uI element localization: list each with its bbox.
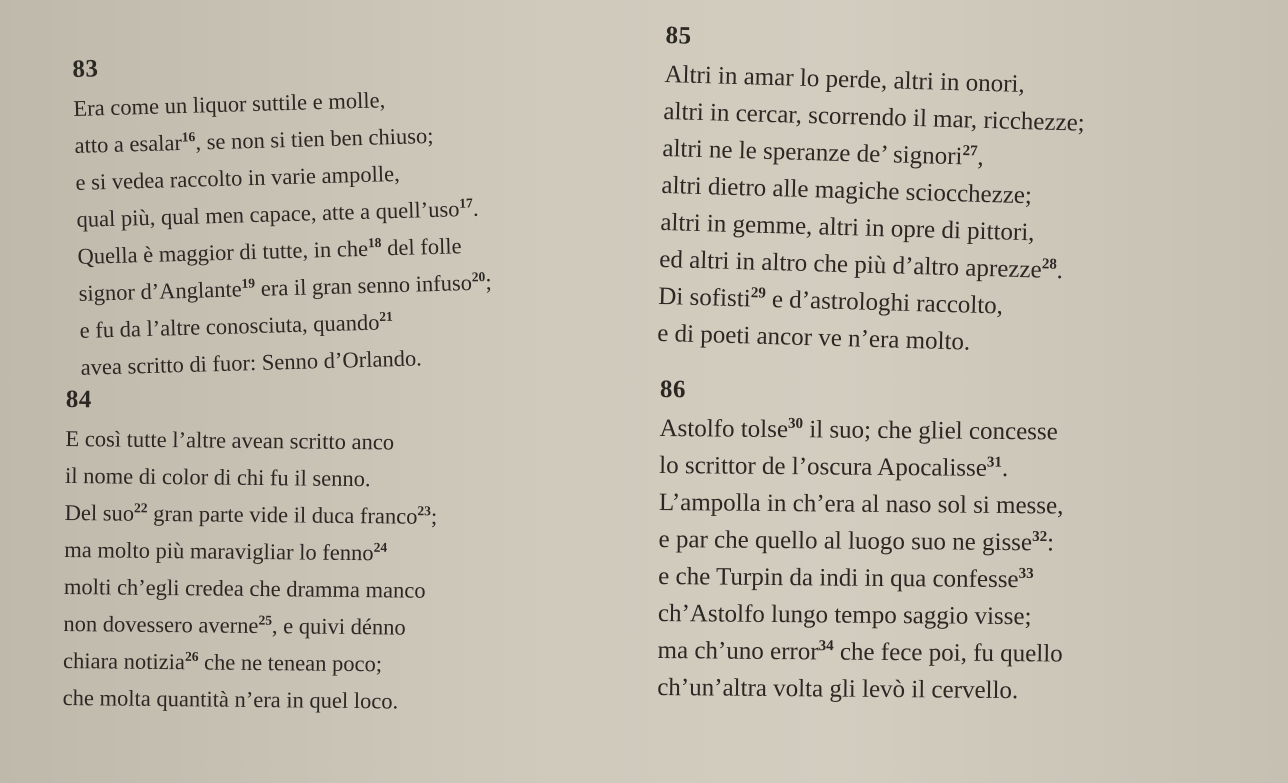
stanza-number: 83 xyxy=(72,55,99,83)
verse-text: il suo; che gliel concesse xyxy=(802,416,1058,446)
verse-text: Del suo xyxy=(64,499,135,526)
verse-text: , xyxy=(977,143,985,171)
verse-text: : xyxy=(1046,529,1055,557)
verse-text: e fu da l’altre conosciuta, quando xyxy=(79,309,380,343)
verse-text: altri in cercar, scorrendo il mar, ricchezze; xyxy=(663,97,1086,137)
verse-text: . xyxy=(472,195,479,221)
verse-text: chiara notizia xyxy=(62,647,186,675)
verse-text: ed altri in altro che più d’altro aprezze xyxy=(658,245,1043,284)
verse-text: altri dietro alle magiche sciocchezze; xyxy=(661,171,1033,210)
stanza-84 xyxy=(63,386,439,720)
verse-text: Astolfo tolse xyxy=(659,414,789,444)
verse-line xyxy=(63,605,436,646)
verse-text: e d’astrologhi raccolto, xyxy=(765,285,1004,320)
verse-text: Era come un liquor suttile e molle, xyxy=(73,87,386,121)
stanza-lines xyxy=(657,56,1086,364)
verse-text: che ne tenean poco; xyxy=(198,649,383,677)
verse-text: lo scrittor de l’oscura Apocalisse xyxy=(659,451,988,482)
verse-line xyxy=(657,632,1062,673)
verse-text: L’ampolla in ch’era al naso sol si messe, xyxy=(658,488,1064,520)
footnote-marker: 28 xyxy=(1041,256,1058,273)
footnote-marker: 30 xyxy=(787,415,804,432)
verse-line xyxy=(659,410,1064,451)
verse-text: Altri in amar lo perde, altri in onori, xyxy=(664,60,1026,99)
verse-text: era il gran senno infuso xyxy=(254,269,473,301)
footnote-marker: 32 xyxy=(1032,528,1048,546)
verse-line xyxy=(659,447,1064,488)
footnote-marker: 21 xyxy=(379,308,393,325)
footnote-marker: 18 xyxy=(367,234,382,251)
verse-text: che fece poi, fu quello xyxy=(833,638,1063,668)
footnote-marker: 23 xyxy=(417,503,432,519)
verse-line xyxy=(65,457,438,498)
verse-line xyxy=(658,521,1063,562)
verse-line xyxy=(659,484,1064,525)
verse-text: ; xyxy=(485,269,493,295)
verse-line xyxy=(64,531,437,572)
footnote-marker: 20 xyxy=(471,269,486,285)
verse-text: , e quivi dénno xyxy=(271,613,406,640)
verse-text: E così tutte l’altre avean scritto anco xyxy=(65,425,395,455)
verse-text: non dovessero averne xyxy=(63,610,259,639)
verse-text: ch’Astolfo lungo tempo saggio visse; xyxy=(657,599,1032,631)
verse-text: signor d’Anglante xyxy=(78,276,243,306)
stanza-83 xyxy=(72,44,494,385)
verse-text: atto a esalar xyxy=(74,129,183,158)
verse-text: e che Turpin da indi in qua confesse xyxy=(658,562,1019,594)
stanza-86 xyxy=(657,376,1065,710)
verse-text: , se non si tien ben chiuso; xyxy=(195,122,434,155)
footnote-marker: 17 xyxy=(459,195,473,211)
verse-line xyxy=(63,679,436,720)
footnote-marker: 25 xyxy=(258,612,273,628)
verse-text: ; xyxy=(430,503,438,529)
verse-line xyxy=(65,420,438,461)
stanza-number: 84 xyxy=(65,386,92,414)
footnote-marker: 33 xyxy=(1018,565,1034,582)
stanza-number: 86 xyxy=(659,376,686,404)
footnote-marker: 34 xyxy=(818,638,834,655)
verse-text: e si vedea raccolto in varie ampolle, xyxy=(75,160,400,195)
verse-text: ch’un’altra volta gli levò il cervello. xyxy=(657,673,1019,705)
verse-text: il nome di color di chi fu il senno. xyxy=(64,462,371,492)
footnote-marker: 22 xyxy=(134,500,148,516)
footnote-marker: 16 xyxy=(181,129,196,145)
verse-text: del folle xyxy=(381,233,462,261)
verse-text: gran parte vide il duca franco xyxy=(147,500,418,529)
footnote-marker: 24 xyxy=(373,539,388,555)
verse-text: altri in gemme, altri in opre di pittori, xyxy=(660,208,1035,247)
verse-text: . xyxy=(1056,257,1064,285)
footnote-marker: 29 xyxy=(750,285,767,302)
verse-text: molti ch’egli credea che dramma manco xyxy=(63,573,426,603)
stanza-lines xyxy=(657,410,1065,710)
verse-text: altri ne le speranze de’ signori xyxy=(662,134,963,171)
verse-text: . xyxy=(1001,454,1009,483)
footnote-marker: 31 xyxy=(986,454,1003,471)
verse-line xyxy=(658,558,1063,599)
verse-text: e par che quello al luogo suo ne gisse xyxy=(658,525,1033,557)
verse-line xyxy=(658,595,1063,636)
stanza-lines xyxy=(63,420,439,720)
footnote-marker: 19 xyxy=(241,275,256,291)
verse-text: avea scritto di fuor: Senno d’Orlando. xyxy=(80,345,423,380)
verse-text: e di poeti ancor ve n’era molto. xyxy=(656,319,971,356)
stanza-number: 85 xyxy=(665,22,692,50)
verse-text: Quella è maggior di tutte, in che xyxy=(77,235,369,269)
verse-text: Di sofisti xyxy=(657,282,752,313)
verse-text: qual più, qual men capace, atte a quell’uso xyxy=(76,196,460,232)
verse-text: che molta quantità n’era in quel loco. xyxy=(62,684,399,714)
stanza-85 xyxy=(657,22,1087,364)
verse-line xyxy=(64,494,437,535)
footnote-marker: 26 xyxy=(184,648,199,664)
verse-line xyxy=(63,642,436,683)
footnote-marker: 27 xyxy=(962,143,978,160)
verse-line xyxy=(657,669,1062,710)
verse-line xyxy=(64,568,437,609)
verse-text: ma molto più maravigliar lo fenno xyxy=(64,536,374,566)
stanza-lines xyxy=(73,78,494,385)
verse-text: ma ch’uno error xyxy=(657,636,819,666)
